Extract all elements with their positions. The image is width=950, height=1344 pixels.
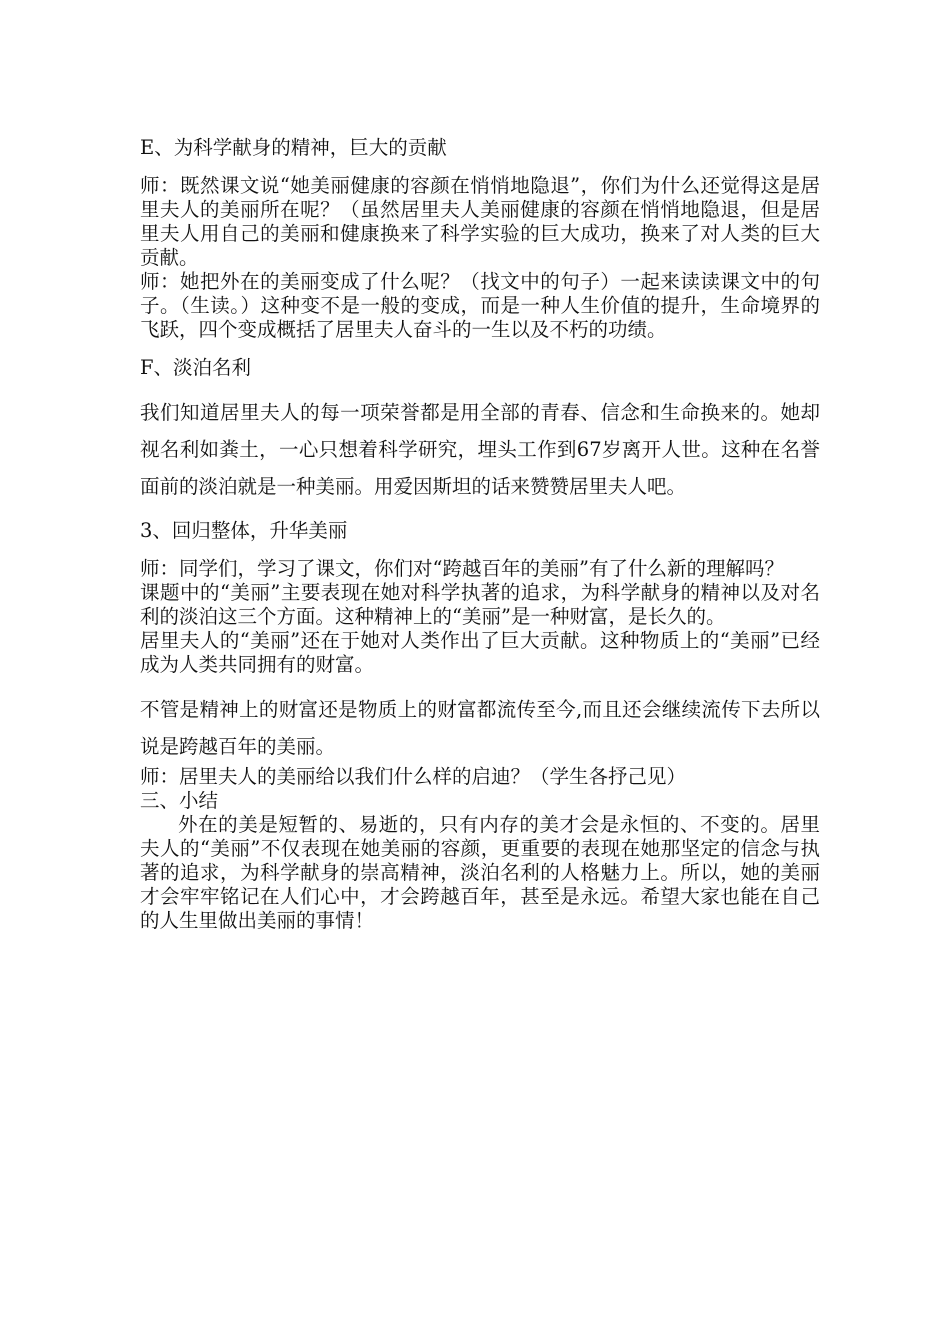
section-heading-f: F、淡泊名利 (140, 356, 252, 379)
paragraph-honors: 我们知道居里夫人的每一项荣誉都是用全部的青春、信念和生命换来的。她却视名利如粪土，一心只想着科学研究，埋头工作到67岁离开人世。这种在名誉面前的淡泊就是一种美丽。用爱因斯坦的话来赞赞居里夫人吧。 (140, 401, 820, 498)
paragraph-summary: 外在的美是短暂的、易逝的，只有内存的美才会是永恒的、不变的。居里夫人的“美丽”不仅表现在她美丽的容颜，更重要的表现在她那坚定的信念与执著的追求，为科学献身的崇高精神，淡泊名利的人格魅力上。所以，她的美丽才会牢牢铭记在人们心中，才会跨越百年，甚至是永远。希望大家也能在自己的人生里做出美丽的事情！ (140, 813, 820, 932)
paragraph-material-beauty: 居里夫人的“美丽”还在于她对人类作出了巨大贡献。这种物质上的“美丽”已经成为人类共同拥有的财富。 (140, 629, 820, 676)
section-heading-summary: 三、小结 (140, 789, 219, 812)
paragraph-spiritual-beauty: 课题中的“美丽”主要表现在她对科学执著的追求，为科学献身的精神以及对名利的淡泊这三个方面。这种精神上的“美丽”是一种财富，是长久的。 (140, 581, 820, 628)
paragraph-teacher-understanding: 师：同学们，学习了课文，你们对“跨越百年的美丽”有了什么新的理解吗？ (140, 557, 784, 580)
section-heading-3: 3、回归整体，升华美丽 (140, 519, 348, 542)
section-heading-e: E、为科学献身的精神，巨大的贡献 (140, 136, 447, 159)
paragraph-wealth-legacy: 不管是精神上的财富还是物质上的财富都流传至今,而且还会继续流传下去所以说是跨越百年的美丽。 (140, 698, 820, 758)
document-body (140, 136, 820, 933)
paragraph-teacher-inspiration: 师：居里夫人的美丽给以我们什么样的启迪？（学生各抒己见） (140, 765, 687, 788)
paragraph-teacher-question-beauty: 师：既然课文说“她美丽健康的容颜在悄悄地隐退”，你们为什么还觉得这是居里夫人的美丽所在呢？（虽然居里夫人美丽健康的容颜在悄悄地隐退，但是居里夫人用自己的美丽和健康换来了科学实验的巨大成功，换来了对人类的巨大贡献。 (140, 174, 820, 269)
paragraph-teacher-transformation: 师：她把外在的美丽变成了什么呢？（找文中的句子）一起来读读课文中的句子。（生读。）这种变不是一般的变成，而是一种人生价值的提升，生命境界的飞跃，四个变成概括了居里夫人奋斗的一生以及不朽的功绩。 (140, 270, 820, 341)
